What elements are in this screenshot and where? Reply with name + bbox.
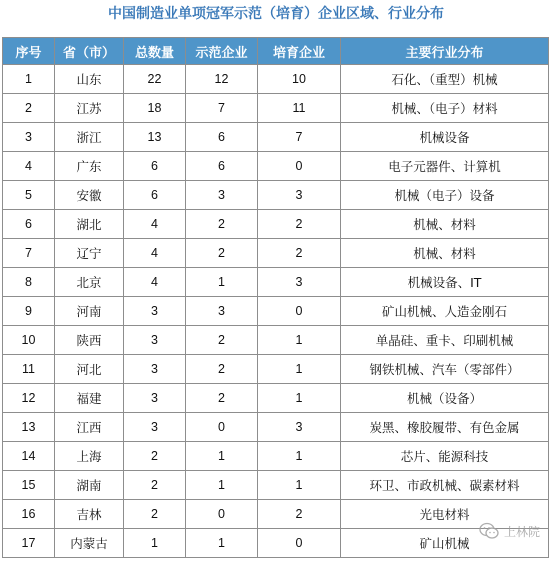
table-row bbox=[3, 529, 549, 558]
cell-industries: 机械、（电子）材料 bbox=[341, 94, 549, 123]
cell-province: 山东 bbox=[55, 65, 124, 94]
cell-demo: 7 bbox=[186, 94, 258, 123]
cell-total: 6 bbox=[124, 152, 186, 181]
cell-total: 4 bbox=[124, 268, 186, 297]
cell-province: 陕西 bbox=[55, 326, 124, 355]
cell-total: 3 bbox=[124, 326, 186, 355]
page-title: 中国制造业单项冠军示范（培育）企业区域、行业分布 bbox=[108, 6, 444, 22]
cell-industries: 机械、材料 bbox=[341, 210, 549, 239]
cell-province: 安徽 bbox=[55, 181, 124, 210]
cell-demo: 6 bbox=[186, 152, 258, 181]
cell-industries: 机械设备、IT bbox=[341, 268, 549, 297]
watermark bbox=[479, 522, 540, 540]
cell-cultivated: 2 bbox=[258, 210, 341, 239]
cell-total: 3 bbox=[124, 413, 186, 442]
cell-demo: 0 bbox=[186, 500, 258, 529]
cell-total: 13 bbox=[124, 123, 186, 152]
cell-industries: 机械（电子）设备 bbox=[341, 181, 549, 210]
table-row bbox=[3, 471, 549, 500]
cell-demo: 12 bbox=[186, 65, 258, 94]
cell-province: 北京 bbox=[55, 268, 124, 297]
cell-total: 3 bbox=[124, 384, 186, 413]
cell-index: 2 bbox=[3, 94, 55, 123]
cell-demo: 1 bbox=[186, 442, 258, 471]
cell-index: 13 bbox=[3, 413, 55, 442]
cell-cultivated: 2 bbox=[258, 500, 341, 529]
cell-province: 上海 bbox=[55, 442, 124, 471]
cell-cultivated: 1 bbox=[258, 355, 341, 384]
cell-cultivated: 0 bbox=[258, 529, 341, 558]
cell-cultivated: 7 bbox=[258, 123, 341, 152]
cell-total: 4 bbox=[124, 210, 186, 239]
cell-industries: 石化、（重型）机械 bbox=[341, 65, 549, 94]
cell-total: 6 bbox=[124, 181, 186, 210]
table-header-row bbox=[3, 38, 549, 65]
table-row bbox=[3, 210, 549, 239]
cell-industries: 环卫、市政机械、碳素材料 bbox=[341, 471, 549, 500]
cell-total: 2 bbox=[124, 471, 186, 500]
cell-index: 5 bbox=[3, 181, 55, 210]
table-row bbox=[3, 413, 549, 442]
cell-industries: 矿山机械 bbox=[341, 529, 549, 558]
table-row bbox=[3, 65, 549, 94]
cell-index: 17 bbox=[3, 529, 55, 558]
table-row bbox=[3, 152, 549, 181]
header-demo-enterprises: 示范企业 bbox=[186, 38, 258, 65]
cell-cultivated: 1 bbox=[258, 471, 341, 500]
cell-index: 15 bbox=[3, 471, 55, 500]
table-row bbox=[3, 500, 549, 529]
cell-index: 10 bbox=[3, 326, 55, 355]
cell-demo: 1 bbox=[186, 268, 258, 297]
cell-total: 2 bbox=[124, 442, 186, 471]
cell-province: 辽宁 bbox=[55, 239, 124, 268]
cell-index: 4 bbox=[3, 152, 55, 181]
cell-total: 2 bbox=[124, 500, 186, 529]
cell-province: 吉林 bbox=[55, 500, 124, 529]
cell-cultivated: 1 bbox=[258, 442, 341, 471]
table-row bbox=[3, 326, 549, 355]
cell-demo: 0 bbox=[186, 413, 258, 442]
cell-demo: 1 bbox=[186, 529, 258, 558]
cell-province: 内蒙古 bbox=[55, 529, 124, 558]
cell-province: 河北 bbox=[55, 355, 124, 384]
cell-industries: 电子元器件、计算机 bbox=[341, 152, 549, 181]
cell-cultivated: 0 bbox=[258, 152, 341, 181]
cell-demo: 6 bbox=[186, 123, 258, 152]
cell-index: 8 bbox=[3, 268, 55, 297]
cell-industries: 钢铁机械、汽车（零部件） bbox=[341, 355, 549, 384]
table-row bbox=[3, 94, 549, 123]
cell-total: 22 bbox=[124, 65, 186, 94]
cell-total: 18 bbox=[124, 94, 186, 123]
cell-province: 浙江 bbox=[55, 123, 124, 152]
header-cultivated-enterprises: 培育企业 bbox=[258, 38, 341, 65]
cell-index: 11 bbox=[3, 355, 55, 384]
header-total: 总数量 bbox=[124, 38, 186, 65]
cell-province: 江西 bbox=[55, 413, 124, 442]
table-row bbox=[3, 384, 549, 413]
cell-province: 湖南 bbox=[55, 471, 124, 500]
table-row bbox=[3, 181, 549, 210]
table-row bbox=[3, 442, 549, 471]
cell-industries: 机械（设备） bbox=[341, 384, 549, 413]
cell-demo: 2 bbox=[186, 355, 258, 384]
cell-cultivated: 1 bbox=[258, 326, 341, 355]
cell-industries: 单晶硅、重卡、印刷机械 bbox=[341, 326, 549, 355]
cell-industries: 机械设备 bbox=[341, 123, 549, 152]
cell-province: 湖北 bbox=[55, 210, 124, 239]
header-main-industries: 主要行业分布 bbox=[341, 38, 549, 65]
cell-index: 3 bbox=[3, 123, 55, 152]
cell-total: 4 bbox=[124, 239, 186, 268]
cell-total: 3 bbox=[124, 355, 186, 384]
cell-industries: 矿山机械、人造金刚石 bbox=[341, 297, 549, 326]
cell-index: 1 bbox=[3, 65, 55, 94]
header-index: 序号 bbox=[3, 38, 55, 65]
cell-demo: 2 bbox=[186, 239, 258, 268]
cell-cultivated: 3 bbox=[258, 268, 341, 297]
cell-demo: 3 bbox=[186, 297, 258, 326]
cell-industries: 光电材料 bbox=[341, 500, 549, 529]
table-row bbox=[3, 123, 549, 152]
cell-cultivated: 3 bbox=[258, 181, 341, 210]
cell-cultivated: 2 bbox=[258, 239, 341, 268]
cell-cultivated: 3 bbox=[258, 413, 341, 442]
table-row bbox=[3, 268, 549, 297]
table-row bbox=[3, 239, 549, 268]
cell-index: 9 bbox=[3, 297, 55, 326]
cell-industries: 机械、材料 bbox=[341, 239, 549, 268]
cell-index: 12 bbox=[3, 384, 55, 413]
cell-province: 江苏 bbox=[55, 94, 124, 123]
region-industry-table bbox=[2, 37, 549, 558]
watermark-text: 上林院 bbox=[503, 524, 540, 539]
cell-cultivated: 10 bbox=[258, 65, 341, 94]
cell-province: 广东 bbox=[55, 152, 124, 181]
cell-total: 3 bbox=[124, 297, 186, 326]
cell-cultivated: 0 bbox=[258, 297, 341, 326]
header-province: 省（市） bbox=[55, 38, 124, 65]
cell-total: 1 bbox=[124, 529, 186, 558]
cell-demo: 3 bbox=[186, 181, 258, 210]
cell-demo: 2 bbox=[186, 326, 258, 355]
wechat-icon bbox=[479, 522, 499, 540]
cell-index: 7 bbox=[3, 239, 55, 268]
cell-industries: 芯片、能源科技 bbox=[341, 442, 549, 471]
cell-demo: 1 bbox=[186, 471, 258, 500]
cell-index: 6 bbox=[3, 210, 55, 239]
cell-industries: 炭黑、橡胶履带、有色金属 bbox=[341, 413, 549, 442]
table-body bbox=[3, 65, 549, 558]
cell-demo: 2 bbox=[186, 210, 258, 239]
cell-demo: 2 bbox=[186, 384, 258, 413]
cell-cultivated: 11 bbox=[258, 94, 341, 123]
table-row bbox=[3, 355, 549, 384]
cell-index: 16 bbox=[3, 500, 55, 529]
table-row bbox=[3, 297, 549, 326]
cell-cultivated: 1 bbox=[258, 384, 341, 413]
cell-province: 福建 bbox=[55, 384, 124, 413]
cell-index: 14 bbox=[3, 442, 55, 471]
cell-province: 河南 bbox=[55, 297, 124, 326]
